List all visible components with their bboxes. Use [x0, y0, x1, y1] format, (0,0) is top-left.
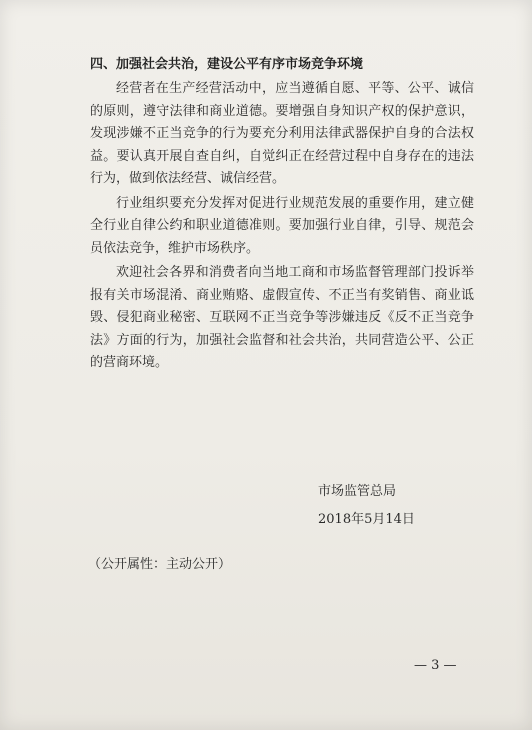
page-number: — 3 —: [414, 658, 457, 673]
document-body: [90, 54, 474, 377]
signature-block: [318, 478, 415, 534]
paragraph-public-reporting: 欢迎社会各界和消费者向当地工商和市场监督管理部门投诉举报有关市场混淆、商业贿赂、虚假宣传、不正当有奖销售、商业诋毁、侵犯商业秘密、互联网不正当竞争等涉嫌违反《反不正当竞争法》方面的行为，加强社会监督和社会共治，共同营造公平、公正的营商环境。: [90, 265, 474, 370]
issuing-organization: 市场监管总局: [318, 484, 397, 499]
public-attribute-note: （公开属性：主动公开）: [88, 557, 232, 572]
issue-date: 2018年5月14日: [318, 512, 415, 527]
paragraph-operators: 经营者在生产经营活动中，应当遵循自愿、平等、公平、诚信的原则，遵守法律和商业道德。要增强自身知识产权的保护意识，发现涉嫌不正当竞争的行为要充分利用法律武器保护自身的合法权益。要认真开展自查自纠，自觉纠正在经营过程中自身存在的违法行为，做到依法经营、诚信经营。: [90, 81, 474, 186]
paragraph-industry-organizations: 行业组织要充分发挥对促进行业规范发展的重要作用，建立健全行业自律公约和职业道德准则。要加强行业自律，引导、规范会员依法竞争，维护市场秩序。: [90, 195, 474, 256]
section-heading: 四、加强社会共治，建设公平有序市场竞争环境: [90, 57, 364, 72]
